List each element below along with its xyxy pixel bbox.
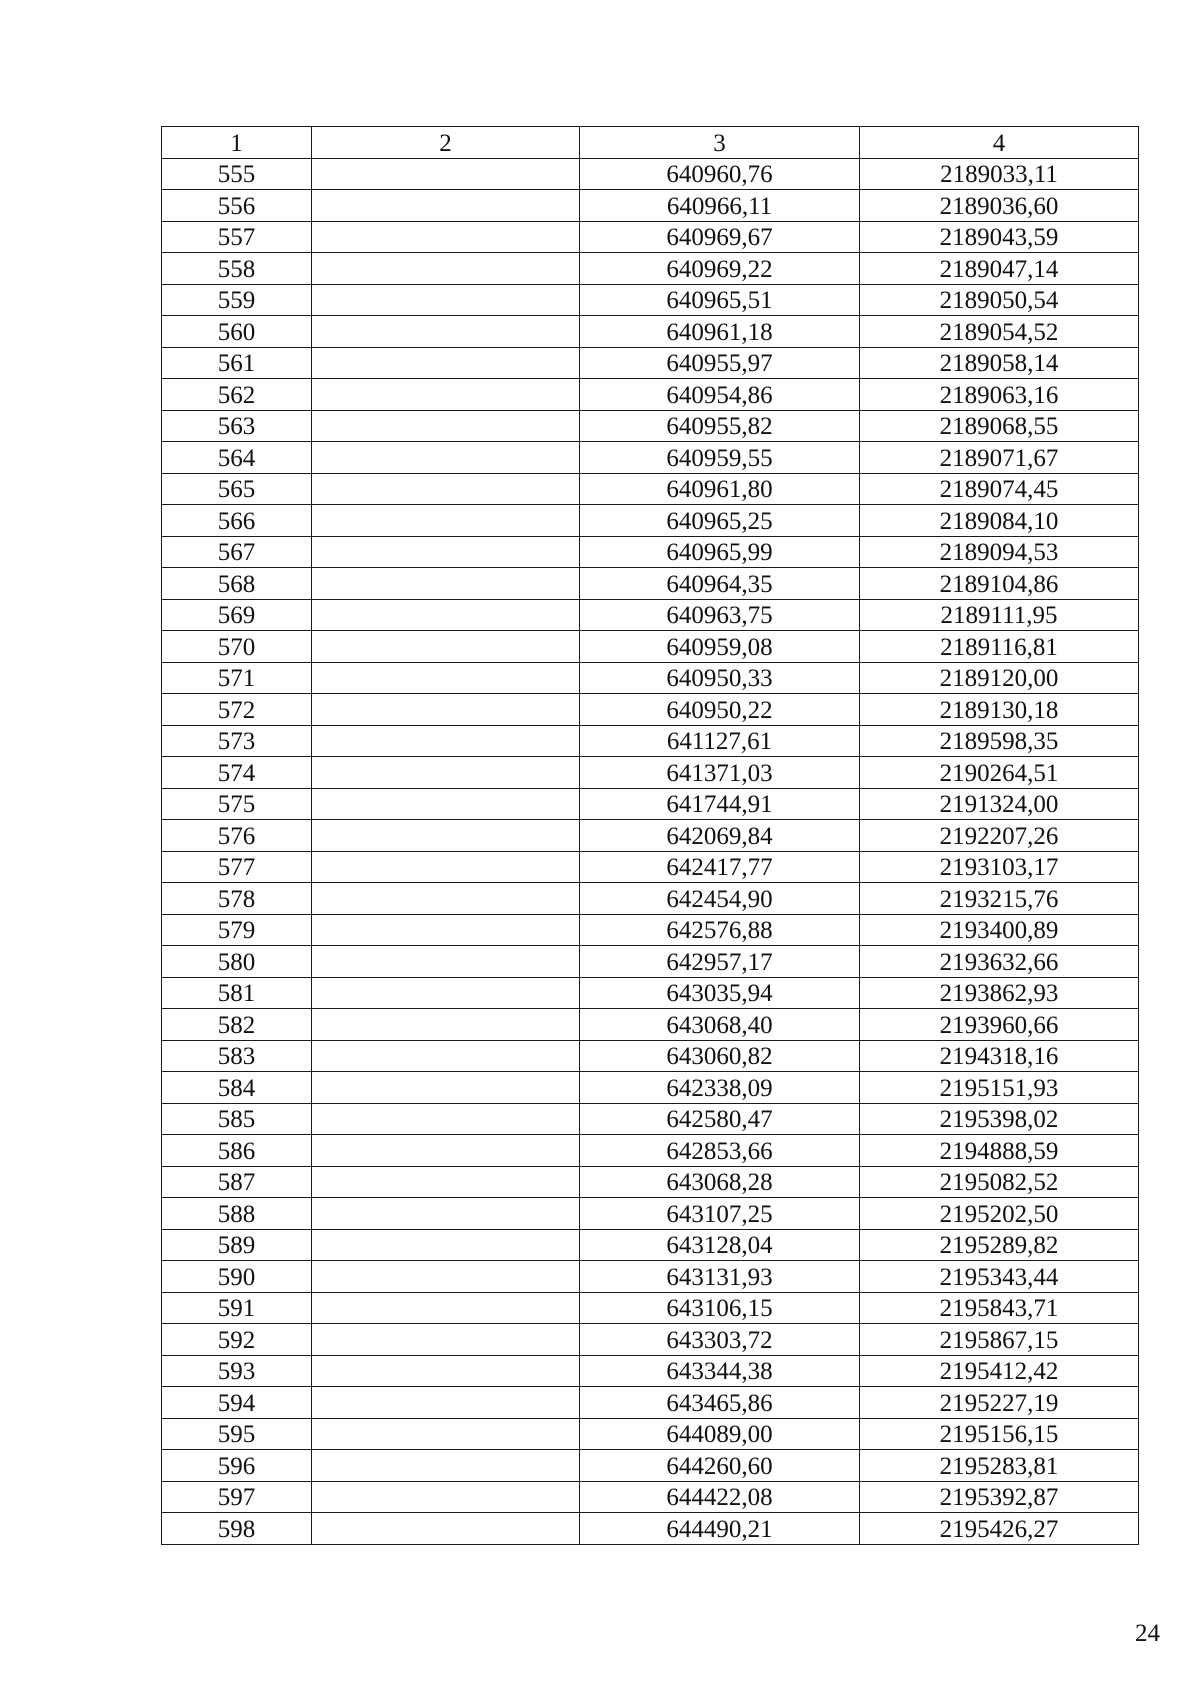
table-cell-col-1: 561 bbox=[162, 347, 312, 379]
table-cell-col-1: 574 bbox=[162, 757, 312, 789]
table-row bbox=[162, 190, 1139, 222]
table-cell-col-2 bbox=[312, 599, 580, 631]
table-cell-col-3: 640960,76 bbox=[580, 158, 860, 190]
table-row bbox=[162, 1009, 1139, 1041]
table-cell-col-2 bbox=[312, 1324, 580, 1356]
table-cell-col-1: 560 bbox=[162, 316, 312, 348]
table-row bbox=[162, 851, 1139, 883]
table-row bbox=[162, 1103, 1139, 1135]
table-cell-col-3: 640959,08 bbox=[580, 631, 860, 663]
column-header-1: 1 bbox=[162, 127, 312, 159]
table-cell-col-2 bbox=[312, 631, 580, 663]
table-cell-col-2 bbox=[312, 946, 580, 978]
table-cell-col-4: 2195398,02 bbox=[860, 1103, 1139, 1135]
table-row bbox=[162, 1166, 1139, 1198]
table-cell-col-1: 596 bbox=[162, 1450, 312, 1482]
table-cell-col-4: 2195843,71 bbox=[860, 1292, 1139, 1324]
column-header-4: 4 bbox=[860, 127, 1139, 159]
table-cell-col-2 bbox=[312, 221, 580, 253]
table-cell-col-1: 555 bbox=[162, 158, 312, 190]
table-cell-col-2 bbox=[312, 1103, 580, 1135]
table-cell-col-4: 2193103,17 bbox=[860, 851, 1139, 883]
table-cell-col-3: 643107,25 bbox=[580, 1198, 860, 1230]
table-cell-col-4: 2189084,10 bbox=[860, 505, 1139, 537]
table-cell-col-1: 597 bbox=[162, 1481, 312, 1513]
table-cell-col-2 bbox=[312, 1198, 580, 1230]
table-cell-col-2 bbox=[312, 410, 580, 442]
table-cell-col-2 bbox=[312, 1135, 580, 1167]
table-cell-col-4: 2192207,26 bbox=[860, 820, 1139, 852]
table-cell-col-4: 2194888,59 bbox=[860, 1135, 1139, 1167]
table-cell-col-4: 2193862,93 bbox=[860, 977, 1139, 1009]
table-cell-col-3: 640969,22 bbox=[580, 253, 860, 285]
table-cell-col-1: 563 bbox=[162, 410, 312, 442]
table-row bbox=[162, 1387, 1139, 1419]
table-cell-col-4: 2189058,14 bbox=[860, 347, 1139, 379]
table-row bbox=[162, 536, 1139, 568]
table-cell-col-2 bbox=[312, 788, 580, 820]
table-cell-col-2 bbox=[312, 1166, 580, 1198]
table-cell-col-4: 2191324,00 bbox=[860, 788, 1139, 820]
table-cell-col-3: 642576,88 bbox=[580, 914, 860, 946]
table-cell-col-1: 587 bbox=[162, 1166, 312, 1198]
table-cell-col-1: 568 bbox=[162, 568, 312, 600]
table-row bbox=[162, 820, 1139, 852]
table-cell-col-2 bbox=[312, 1261, 580, 1293]
table-cell-col-3: 644490,21 bbox=[580, 1513, 860, 1545]
table-cell-col-4: 2195151,93 bbox=[860, 1072, 1139, 1104]
table-row bbox=[162, 1229, 1139, 1261]
coordinates-table bbox=[161, 126, 1139, 1545]
table-cell-col-2 bbox=[312, 190, 580, 222]
table-cell-col-1: 571 bbox=[162, 662, 312, 694]
table-row bbox=[162, 158, 1139, 190]
table-cell-col-1: 557 bbox=[162, 221, 312, 253]
table-cell-col-2 bbox=[312, 820, 580, 852]
table-cell-col-1: 562 bbox=[162, 379, 312, 411]
table-cell-col-2 bbox=[312, 158, 580, 190]
table-cell-col-3: 644089,00 bbox=[580, 1418, 860, 1450]
table-cell-col-1: 589 bbox=[162, 1229, 312, 1261]
table-cell-col-1: 582 bbox=[162, 1009, 312, 1041]
table-cell-col-3: 640969,67 bbox=[580, 221, 860, 253]
table-cell-col-1: 577 bbox=[162, 851, 312, 883]
table-cell-col-3: 640963,75 bbox=[580, 599, 860, 631]
table-row bbox=[162, 347, 1139, 379]
table-cell-col-3: 643344,38 bbox=[580, 1355, 860, 1387]
page-number: 24 bbox=[1135, 1620, 1160, 1647]
table-cell-col-3: 641127,61 bbox=[580, 725, 860, 757]
table-cell-col-2 bbox=[312, 883, 580, 915]
table-cell-col-3: 643128,04 bbox=[580, 1229, 860, 1261]
table-row bbox=[162, 1324, 1139, 1356]
table-row bbox=[162, 631, 1139, 663]
table-cell-col-4: 2189104,86 bbox=[860, 568, 1139, 600]
table-row bbox=[162, 788, 1139, 820]
table-row bbox=[162, 977, 1139, 1009]
table-cell-col-3: 640950,33 bbox=[580, 662, 860, 694]
table-cell-col-4: 2189111,95 bbox=[860, 599, 1139, 631]
table-cell-col-2 bbox=[312, 1072, 580, 1104]
table-cell-col-1: 594 bbox=[162, 1387, 312, 1419]
table-cell-col-3: 640955,82 bbox=[580, 410, 860, 442]
table-cell-col-3: 642069,84 bbox=[580, 820, 860, 852]
table-cell-col-1: 583 bbox=[162, 1040, 312, 1072]
table-cell-col-2 bbox=[312, 347, 580, 379]
table-cell-col-4: 2190264,51 bbox=[860, 757, 1139, 789]
table-cell-col-2 bbox=[312, 536, 580, 568]
table-row bbox=[162, 914, 1139, 946]
table-row bbox=[162, 757, 1139, 789]
table-header-row bbox=[162, 127, 1139, 159]
table-cell-col-1: 559 bbox=[162, 284, 312, 316]
table-cell-col-4: 2189116,81 bbox=[860, 631, 1139, 663]
table-cell-col-4: 2189063,16 bbox=[860, 379, 1139, 411]
table-cell-col-1: 595 bbox=[162, 1418, 312, 1450]
table-cell-col-2 bbox=[312, 662, 580, 694]
table-cell-col-3: 641744,91 bbox=[580, 788, 860, 820]
table-row bbox=[162, 1418, 1139, 1450]
table-cell-col-4: 2189050,54 bbox=[860, 284, 1139, 316]
table-row bbox=[162, 883, 1139, 915]
table-cell-col-3: 640965,25 bbox=[580, 505, 860, 537]
table-cell-col-1: 572 bbox=[162, 694, 312, 726]
table-cell-col-4: 2193400,89 bbox=[860, 914, 1139, 946]
table-cell-col-1: 578 bbox=[162, 883, 312, 915]
table-cell-col-4: 2195392,87 bbox=[860, 1481, 1139, 1513]
table-row bbox=[162, 221, 1139, 253]
table-cell-col-3: 640965,99 bbox=[580, 536, 860, 568]
table-cell-col-3: 640961,18 bbox=[580, 316, 860, 348]
table-row bbox=[162, 1198, 1139, 1230]
table-cell-col-1: 592 bbox=[162, 1324, 312, 1356]
table-cell-col-4: 2195412,42 bbox=[860, 1355, 1139, 1387]
table-cell-col-2 bbox=[312, 473, 580, 505]
table-cell-col-2 bbox=[312, 757, 580, 789]
table-row bbox=[162, 473, 1139, 505]
table-cell-col-4: 2195202,50 bbox=[860, 1198, 1139, 1230]
table-cell-col-3: 642957,17 bbox=[580, 946, 860, 978]
table-cell-col-3: 640966,11 bbox=[580, 190, 860, 222]
table-row bbox=[162, 1481, 1139, 1513]
table-cell-col-1: 575 bbox=[162, 788, 312, 820]
table-cell-col-4: 2189036,60 bbox=[860, 190, 1139, 222]
table-cell-col-4: 2189047,14 bbox=[860, 253, 1139, 285]
table-cell-col-4: 2189043,59 bbox=[860, 221, 1139, 253]
table-row bbox=[162, 410, 1139, 442]
table-cell-col-3: 642417,77 bbox=[580, 851, 860, 883]
table-cell-col-3: 642580,47 bbox=[580, 1103, 860, 1135]
table-cell-col-1: 585 bbox=[162, 1103, 312, 1135]
table-cell-col-4: 2189094,53 bbox=[860, 536, 1139, 568]
table-cell-col-4: 2195082,52 bbox=[860, 1166, 1139, 1198]
table-cell-col-1: 598 bbox=[162, 1513, 312, 1545]
table-cell-col-1: 569 bbox=[162, 599, 312, 631]
table-cell-col-2 bbox=[312, 1292, 580, 1324]
table-row bbox=[162, 946, 1139, 978]
table-cell-col-3: 640950,22 bbox=[580, 694, 860, 726]
table-cell-col-1: 570 bbox=[162, 631, 312, 663]
table-cell-col-3: 640955,97 bbox=[580, 347, 860, 379]
table-cell-col-2 bbox=[312, 442, 580, 474]
table-cell-col-1: 565 bbox=[162, 473, 312, 505]
column-header-2: 2 bbox=[312, 127, 580, 159]
table-row bbox=[162, 1292, 1139, 1324]
table-row bbox=[162, 284, 1139, 316]
table-cell-col-4: 2189071,67 bbox=[860, 442, 1139, 474]
table-cell-col-3: 643303,72 bbox=[580, 1324, 860, 1356]
table-cell-col-1: 556 bbox=[162, 190, 312, 222]
table-cell-col-1: 584 bbox=[162, 1072, 312, 1104]
table-cell-col-4: 2189598,35 bbox=[860, 725, 1139, 757]
table-cell-col-3: 640954,86 bbox=[580, 379, 860, 411]
table-cell-col-3: 643060,82 bbox=[580, 1040, 860, 1072]
table-cell-col-2 bbox=[312, 694, 580, 726]
table-cell-col-4: 2195289,82 bbox=[860, 1229, 1139, 1261]
table-cell-col-4: 2194318,16 bbox=[860, 1040, 1139, 1072]
table-cell-col-3: 643465,86 bbox=[580, 1387, 860, 1419]
table-row bbox=[162, 442, 1139, 474]
table-row bbox=[162, 1040, 1139, 1072]
table-cell-col-3: 640961,80 bbox=[580, 473, 860, 505]
table-cell-col-3: 642338,09 bbox=[580, 1072, 860, 1104]
table-cell-col-1: 588 bbox=[162, 1198, 312, 1230]
table-cell-col-4: 2189130,18 bbox=[860, 694, 1139, 726]
table-cell-col-1: 558 bbox=[162, 253, 312, 285]
table-cell-col-2 bbox=[312, 1040, 580, 1072]
table-row bbox=[162, 1135, 1139, 1167]
table-cell-col-1: 591 bbox=[162, 1292, 312, 1324]
table-row bbox=[162, 253, 1139, 285]
table-row bbox=[162, 1513, 1139, 1545]
table-cell-col-3: 642454,90 bbox=[580, 883, 860, 915]
table-cell-col-2 bbox=[312, 284, 580, 316]
table-cell-col-4: 2189074,45 bbox=[860, 473, 1139, 505]
table-cell-col-4: 2193632,66 bbox=[860, 946, 1139, 978]
table-cell-col-2 bbox=[312, 253, 580, 285]
table-cell-col-2 bbox=[312, 977, 580, 1009]
table-row bbox=[162, 662, 1139, 694]
table-body bbox=[162, 158, 1139, 1544]
table-cell-col-4: 2195426,27 bbox=[860, 1513, 1139, 1545]
column-header-3: 3 bbox=[580, 127, 860, 159]
table-row bbox=[162, 1450, 1139, 1482]
table-cell-col-2 bbox=[312, 316, 580, 348]
table-row bbox=[162, 725, 1139, 757]
table-cell-col-2 bbox=[312, 1355, 580, 1387]
table-row bbox=[162, 1355, 1139, 1387]
table-cell-col-2 bbox=[312, 379, 580, 411]
table-cell-col-2 bbox=[312, 1229, 580, 1261]
table-cell-col-3: 643035,94 bbox=[580, 977, 860, 1009]
table-cell-col-4: 2193960,66 bbox=[860, 1009, 1139, 1041]
table-cell-col-2 bbox=[312, 1513, 580, 1545]
table-row bbox=[162, 379, 1139, 411]
table-cell-col-2 bbox=[312, 1481, 580, 1513]
table-cell-col-3: 644422,08 bbox=[580, 1481, 860, 1513]
table-cell-col-1: 590 bbox=[162, 1261, 312, 1293]
table-cell-col-4: 2189054,52 bbox=[860, 316, 1139, 348]
table-cell-col-3: 642853,66 bbox=[580, 1135, 860, 1167]
table-row bbox=[162, 316, 1139, 348]
table-cell-col-4: 2195283,81 bbox=[860, 1450, 1139, 1482]
table-cell-col-2 bbox=[312, 505, 580, 537]
table-cell-col-2 bbox=[312, 725, 580, 757]
table-row bbox=[162, 568, 1139, 600]
table-cell-col-1: 566 bbox=[162, 505, 312, 537]
table-cell-col-2 bbox=[312, 1418, 580, 1450]
table-cell-col-2 bbox=[312, 568, 580, 600]
table-cell-col-4: 2195867,15 bbox=[860, 1324, 1139, 1356]
table-cell-col-2 bbox=[312, 1450, 580, 1482]
table-row bbox=[162, 694, 1139, 726]
table-cell-col-4: 2195156,15 bbox=[860, 1418, 1139, 1450]
table-cell-col-3: 641371,03 bbox=[580, 757, 860, 789]
table-cell-col-3: 640964,35 bbox=[580, 568, 860, 600]
table-cell-col-4: 2193215,76 bbox=[860, 883, 1139, 915]
table-row bbox=[162, 1072, 1139, 1104]
table-cell-col-1: 581 bbox=[162, 977, 312, 1009]
table-cell-col-3: 643106,15 bbox=[580, 1292, 860, 1324]
table-cell-col-4: 2195227,19 bbox=[860, 1387, 1139, 1419]
table-cell-col-4: 2195343,44 bbox=[860, 1261, 1139, 1293]
table-cell-col-4: 2189120,00 bbox=[860, 662, 1139, 694]
table-cell-col-2 bbox=[312, 914, 580, 946]
table-cell-col-1: 579 bbox=[162, 914, 312, 946]
table-cell-col-3: 643068,28 bbox=[580, 1166, 860, 1198]
table-cell-col-4: 2189068,55 bbox=[860, 410, 1139, 442]
table-cell-col-3: 644260,60 bbox=[580, 1450, 860, 1482]
table-row bbox=[162, 505, 1139, 537]
table-row bbox=[162, 1261, 1139, 1293]
table-cell-col-3: 640965,51 bbox=[580, 284, 860, 316]
table-cell-col-1: 593 bbox=[162, 1355, 312, 1387]
table-cell-col-3: 640959,55 bbox=[580, 442, 860, 474]
table-cell-col-2 bbox=[312, 1009, 580, 1041]
table-cell-col-2 bbox=[312, 851, 580, 883]
table-row bbox=[162, 599, 1139, 631]
table-cell-col-3: 643131,93 bbox=[580, 1261, 860, 1293]
table-cell-col-1: 586 bbox=[162, 1135, 312, 1167]
table-cell-col-4: 2189033,11 bbox=[860, 158, 1139, 190]
table-cell-col-3: 643068,40 bbox=[580, 1009, 860, 1041]
table-cell-col-1: 567 bbox=[162, 536, 312, 568]
table-cell-col-1: 564 bbox=[162, 442, 312, 474]
table-cell-col-1: 580 bbox=[162, 946, 312, 978]
table-cell-col-1: 576 bbox=[162, 820, 312, 852]
table-cell-col-1: 573 bbox=[162, 725, 312, 757]
table-cell-col-2 bbox=[312, 1387, 580, 1419]
